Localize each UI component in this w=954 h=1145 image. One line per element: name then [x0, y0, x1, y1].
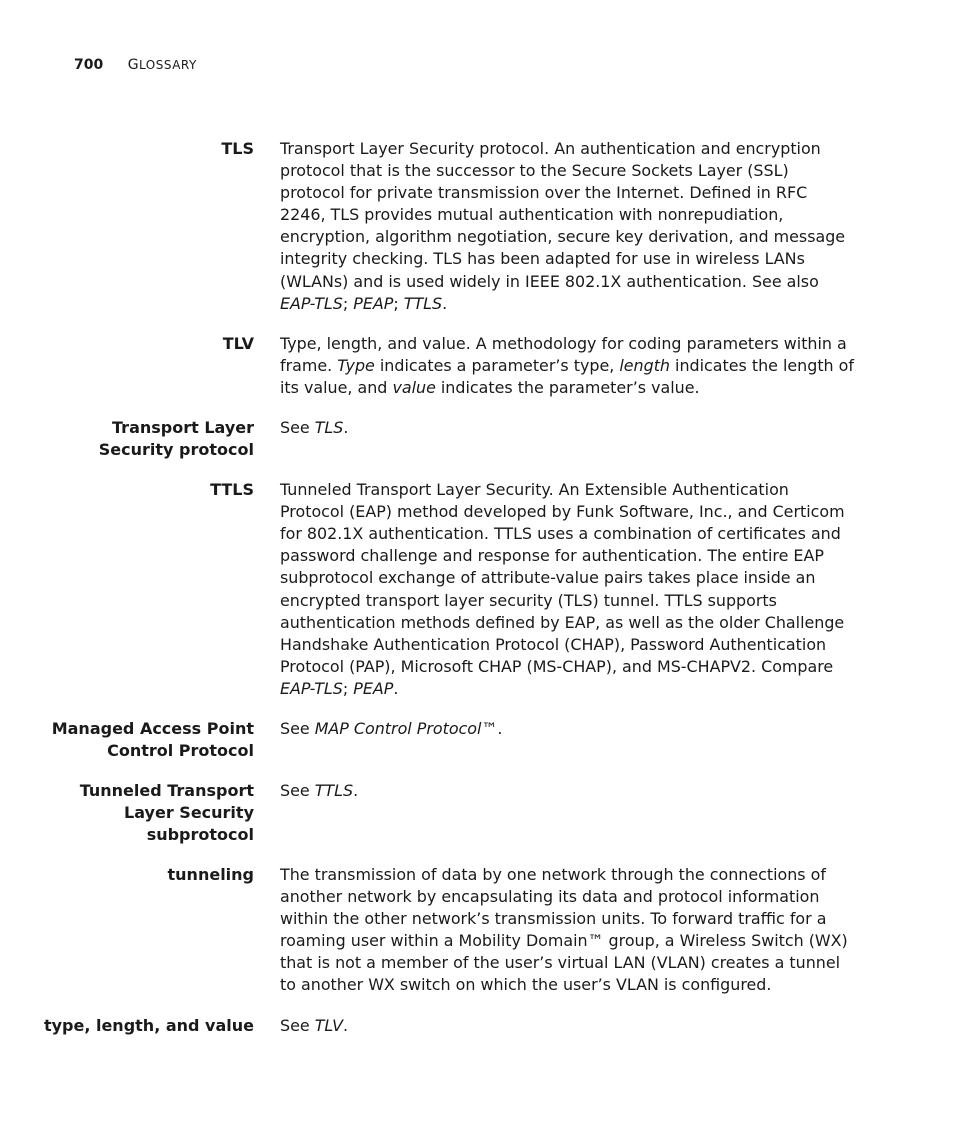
definition-text: See	[280, 718, 315, 738]
glossary-definition	[280, 780, 856, 802]
definition-text: Tunneled Transport Layer Security. An Extensible Authentication Protocol (EAP) method developed by Funk Software, Inc., and Certicom for 802.1X authentication. TTLS uses a combination of certificates and password challenge and response for authentication. The entire EAP subprotocol exchange of attribute-value pairs takes place inside an encrypted transport layer security (TLS) tunnel. TTLS supports authentication methods defined by EAP, as well as the older Challenge Handshake Authentication Protocol (CHAP), Password Authentication Protocol (PAP), Microsoft CHAP (MS-CHAP), and MS-CHAPV2. Compare	[280, 480, 845, 676]
definition-text: .	[353, 780, 359, 800]
cross-reference-term: TLV	[314, 1015, 343, 1035]
glossary-definition	[280, 864, 856, 997]
definition-text: ;	[342, 678, 354, 698]
glossary-definition	[280, 138, 856, 315]
glossary-definition	[280, 718, 856, 740]
definition-text: See	[280, 1015, 315, 1035]
cross-reference-term: Type	[337, 355, 375, 375]
cross-reference-term: TTLS	[403, 293, 443, 313]
cross-reference-term: TTLS	[314, 780, 354, 800]
glossary-term: Transport Layer Security protocol	[98, 418, 254, 460]
section-title	[128, 58, 197, 72]
section-title-initial: G	[127, 57, 140, 73]
glossary-term: Managed Access Point Control Protocol	[51, 718, 254, 760]
cross-reference-term: value	[392, 377, 436, 397]
cross-reference-term: PEAP	[353, 293, 394, 313]
glossary-entry	[40, 138, 860, 315]
page-number: 700	[74, 57, 104, 73]
glossary-term: type, length, and value	[43, 1015, 254, 1035]
definition-text: The transmission of data by one network through the connections of another network by encapsulating its data and protocol information within the other network’s transmission units. To forward traffic for a roaming user within a Mobility Domain™ group, a Wireless Switch (WX) that is not a member of the user’s virtual LAN (VLAN) creates a tunnel to another WX switch on which the user’s VLAN is configured.	[280, 864, 848, 995]
definition-text: ;	[342, 293, 354, 313]
cross-reference-term: EAP-TLS	[280, 678, 343, 698]
definition-text: ™.	[481, 718, 503, 738]
cross-reference-term: MAP Control Protocol	[314, 718, 482, 738]
definition-text: Transport Layer Security protocol. An authentication and encryption protocol that is the successor to the Secure Sockets Layer (SSL) protocol for private transmission over the Internet. Defined in RFC 2246, TLS provides mutual authentication with nonrepudiation, encryption, algorithm negotiation, secure key derivation, and message integrity checking. TLS has been adapted for use in wireless LANs (WLANs) and is used widely in IEEE 802.1X authentication. See also	[280, 139, 846, 291]
definition-text: See	[280, 418, 315, 438]
cross-reference-term: EAP-TLS	[280, 293, 343, 313]
definition-text: indicates the parameter’s value.	[435, 377, 700, 397]
glossary-entry	[40, 780, 860, 846]
glossary-term: TLS	[221, 139, 254, 158]
glossary-entry	[40, 864, 860, 997]
cross-reference-term: PEAP	[353, 678, 394, 698]
glossary-definition	[280, 417, 856, 439]
definition-text: .	[393, 678, 399, 698]
cross-reference-term: length	[619, 355, 670, 375]
definition-text: .	[342, 1015, 349, 1035]
page-header	[74, 55, 197, 75]
glossary-definition	[280, 1015, 856, 1037]
definition-text: See	[280, 780, 315, 800]
glossary-entry	[40, 333, 860, 399]
glossary-definition	[280, 333, 856, 399]
glossary-entry	[40, 479, 860, 700]
definition-text: .	[442, 293, 448, 313]
definition-text: indicates the length of its value, and	[280, 355, 854, 397]
glossary-term: tunneling	[167, 864, 254, 884]
glossary-term: Tunneled Transport Layer Security subprotocol	[79, 780, 254, 844]
definition-text: Type, length, and value. A methodology for coding parameters within a frame.	[280, 333, 847, 375]
section-title-rest: LOSSARY	[139, 58, 197, 72]
definition-text: ;	[393, 293, 404, 313]
glossary-entry	[40, 718, 860, 762]
glossary-term: TTLS	[210, 480, 254, 500]
cross-reference-term: TLS	[314, 418, 344, 438]
glossary-definition	[280, 479, 856, 700]
definition-text: .	[343, 418, 349, 438]
glossary-entry	[40, 417, 860, 461]
glossary-entry	[40, 1015, 860, 1037]
definition-text: indicates a parameter’s type,	[374, 355, 620, 375]
glossary-term: TLV	[222, 333, 254, 353]
glossary-list	[40, 138, 860, 1055]
